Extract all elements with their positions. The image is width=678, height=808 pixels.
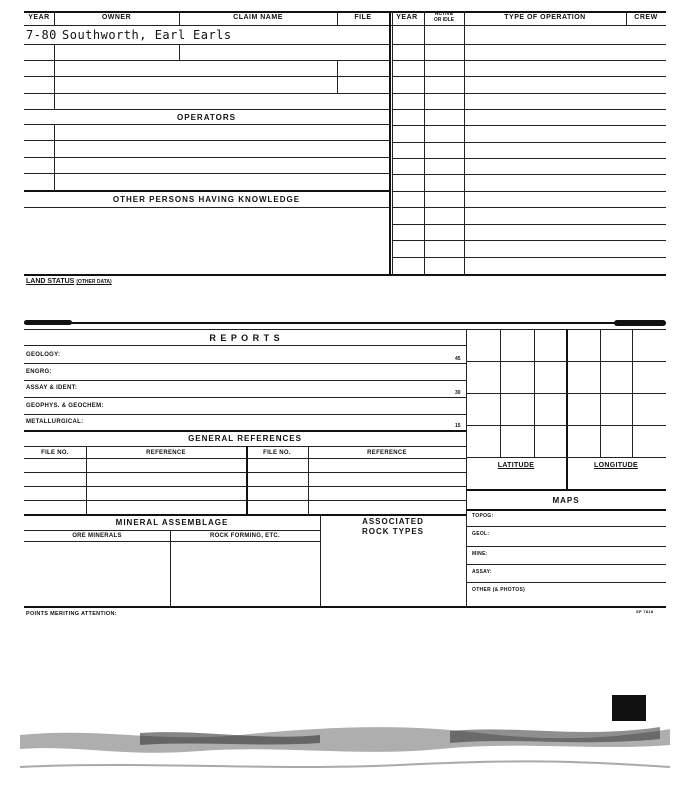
points-meriting-attention: POINTS MERITING ATTENTION: <box>26 611 117 617</box>
associated-label-1: ASSOCIATED <box>362 517 424 526</box>
operators-label: OPERATORS <box>177 113 236 122</box>
general-references-title: GENERAL REFERENCES <box>188 434 302 443</box>
report-geophys: GEOPHYS. & GEOCHEM: <box>26 403 104 409</box>
map-mine: MINE: <box>472 551 488 557</box>
col-crew-header: CREW <box>634 14 658 21</box>
map-geol: GEOL: <box>472 531 490 537</box>
report-engrg: ENGRG: <box>26 369 52 375</box>
report-geology: GEOLOGY: <box>26 352 61 358</box>
land-status-sublabel: (OTHER DATA) <box>76 279 112 285</box>
ore-minerals-label: ORE MINERALS <box>72 533 122 539</box>
col-year2-header: YEAR <box>396 14 418 21</box>
land-status-label <box>26 278 112 285</box>
report-geology-num: 45 <box>455 356 461 362</box>
form-code: SP 7818 <box>636 609 654 614</box>
col-active-header-1: ACTIVE <box>434 11 454 17</box>
ref-file-no-1: FILE NO. <box>41 450 69 456</box>
associated-label-2: ROCK TYPES <box>361 527 424 536</box>
maps-title: MAPS <box>552 496 580 505</box>
report-metallurgical-num: 15 <box>455 423 461 429</box>
longitude-label: LONGITUDE <box>594 462 638 469</box>
scan-noise-band <box>20 705 670 785</box>
col-owner-header: OWNER <box>101 14 132 21</box>
report-metallurgical: METALLURGICAL: <box>26 419 84 425</box>
reports-title: R E P O R T S <box>209 333 281 343</box>
other-persons-label: OTHER PERSONS HAVING KNOWLEDGE <box>112 195 301 204</box>
ref-reference-2: REFERENCE <box>367 450 407 456</box>
rock-forming-label: ROCK FORMING, ETC. <box>209 533 281 539</box>
land-status-title: LAND STATUS <box>26 278 75 285</box>
map-topog: TOPOG: <box>472 513 494 519</box>
report-assay: ASSAY & IDENT: <box>26 385 78 391</box>
row1-year: 7-80 <box>26 28 57 42</box>
map-assay: ASSAY: <box>472 569 492 575</box>
col-file-header: FILE <box>354 14 372 21</box>
map-other: OTHER (& PHOTOS) <box>472 587 526 593</box>
col-type-header: TYPE OF OPERATION <box>504 14 586 21</box>
mineral-assemblage-title: MINERAL ASSEMBLAGE <box>115 518 229 527</box>
row1-owner: Southworth, Earl <box>62 28 186 42</box>
col-active-header-2: OR IDLE <box>433 17 455 23</box>
report-assay-num: 30 <box>455 390 461 396</box>
ref-reference-1: REFERENCE <box>146 450 186 456</box>
col-claim-name-header: CLAIM NAME <box>233 14 283 21</box>
col-year-header: YEAR <box>28 14 50 21</box>
ref-file-no-2: FILE NO. <box>263 450 291 456</box>
latitude-label: LATITUDE <box>497 462 535 469</box>
row1-claim-name: Earls <box>193 28 232 42</box>
